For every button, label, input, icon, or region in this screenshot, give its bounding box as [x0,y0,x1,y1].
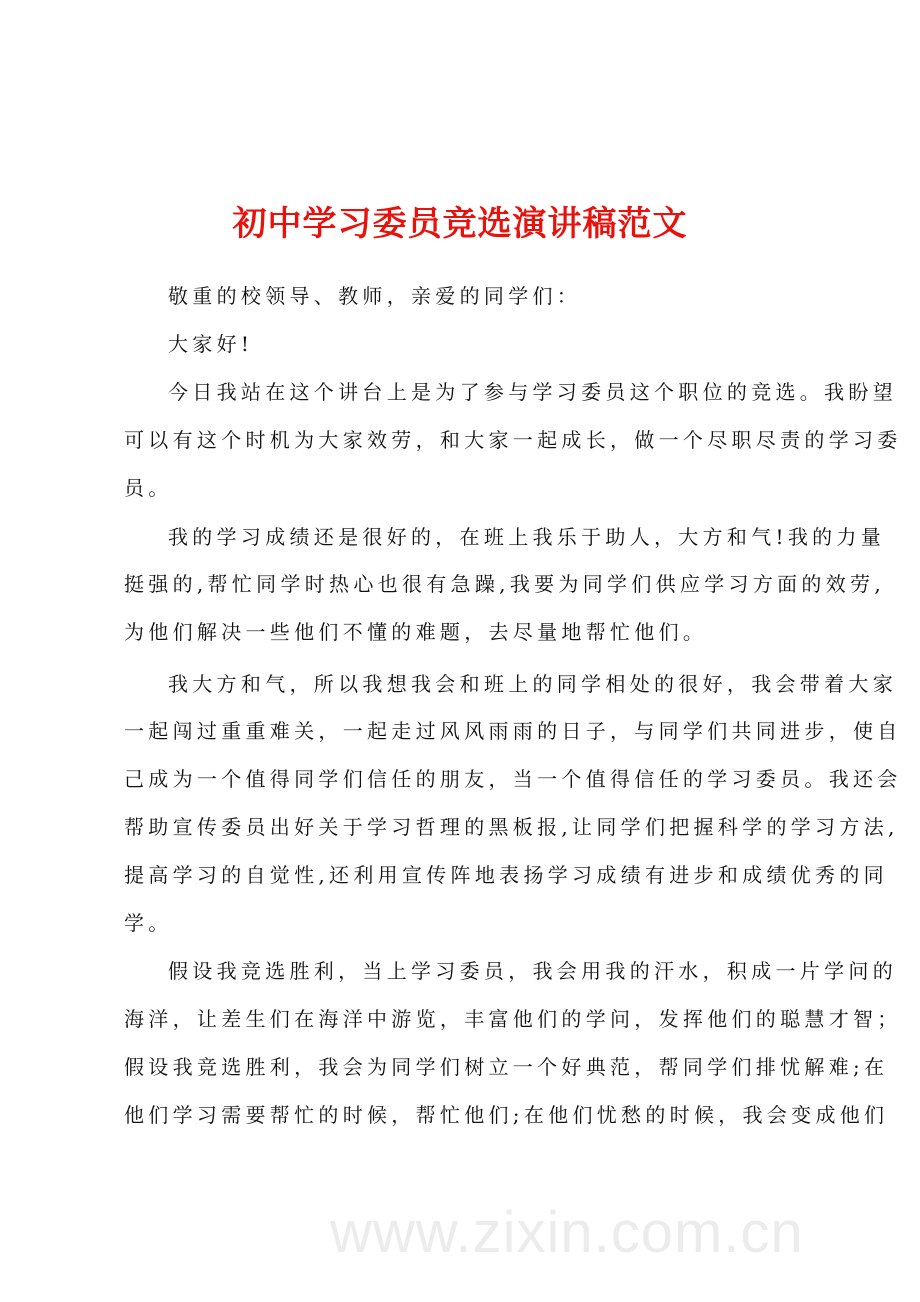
document-title: 初中学习委员竞选演讲稿范文 [232,204,688,244]
paragraph-line: 提高学习的自觉性,还利用宣传阵地表扬学习成绩有进步和成绩优秀的同 [124,863,888,887]
paragraph-line: 假设我竞选胜利，当上学习委员，我会用我的汗水，积成一片学问的 [168,959,897,983]
paragraph-line: 帮助宣传委员出好关于学习哲理的黑板报,让同学们把握科学的学习方法, [124,815,899,839]
paragraph-line: 学。 [124,911,173,935]
watermark: www.zixin.com.cn [330,1200,804,1265]
paragraph-line: 己成为一个值得同学们信任的朋友，当一个值得信任的学习委员。我还会 [124,767,902,791]
paragraph-line: 为他们解决一些他们不懂的难题，去尽量地帮忙他们。 [124,620,708,644]
paragraph-line: 假设我竞选胜利，我会为同学们树立一个好典范，帮同学们排忧解难;在 [124,1055,889,1079]
paragraph-line: 敬重的校领导、教师，亲爱的同学们： [168,284,582,308]
paragraph-line: 我大方和气，所以我想我会和班上的同学相处的很好，我会带着大家 [168,672,897,696]
paragraph-line: 我的学习成绩还是很好的，在班上我乐于助人，大方和气!我的力量 [168,525,886,549]
paragraph-line: 挺强的,帮忙同学时热心也很有急躁,我要为同学们供应学习方面的效劳, [124,572,885,596]
paragraph-line: 今日我站在这个讲台上是为了参与学习委员这个职位的竞选。我盼望 [168,380,897,404]
paragraph-line: 员。 [124,476,173,500]
paragraph-line: 海洋，让差生们在海洋中游览，丰富他们的学问，发挥他们的聪慧才智； [124,1007,902,1031]
paragraph-line: 可以有这个时机为大家效劳，和大家一起成长，做一个尽职尽责的学习委 [124,428,902,452]
paragraph-line: 一起闯过重重难关，一起走过风风雨雨的日子，与同学们共同进步，使自 [124,719,902,743]
paragraph-line: 大家好! [168,332,254,356]
paragraph-line: 他们学习需要帮忙的时候，帮忙他们;在他们忧愁的时候，我会变成他们 [124,1103,889,1127]
